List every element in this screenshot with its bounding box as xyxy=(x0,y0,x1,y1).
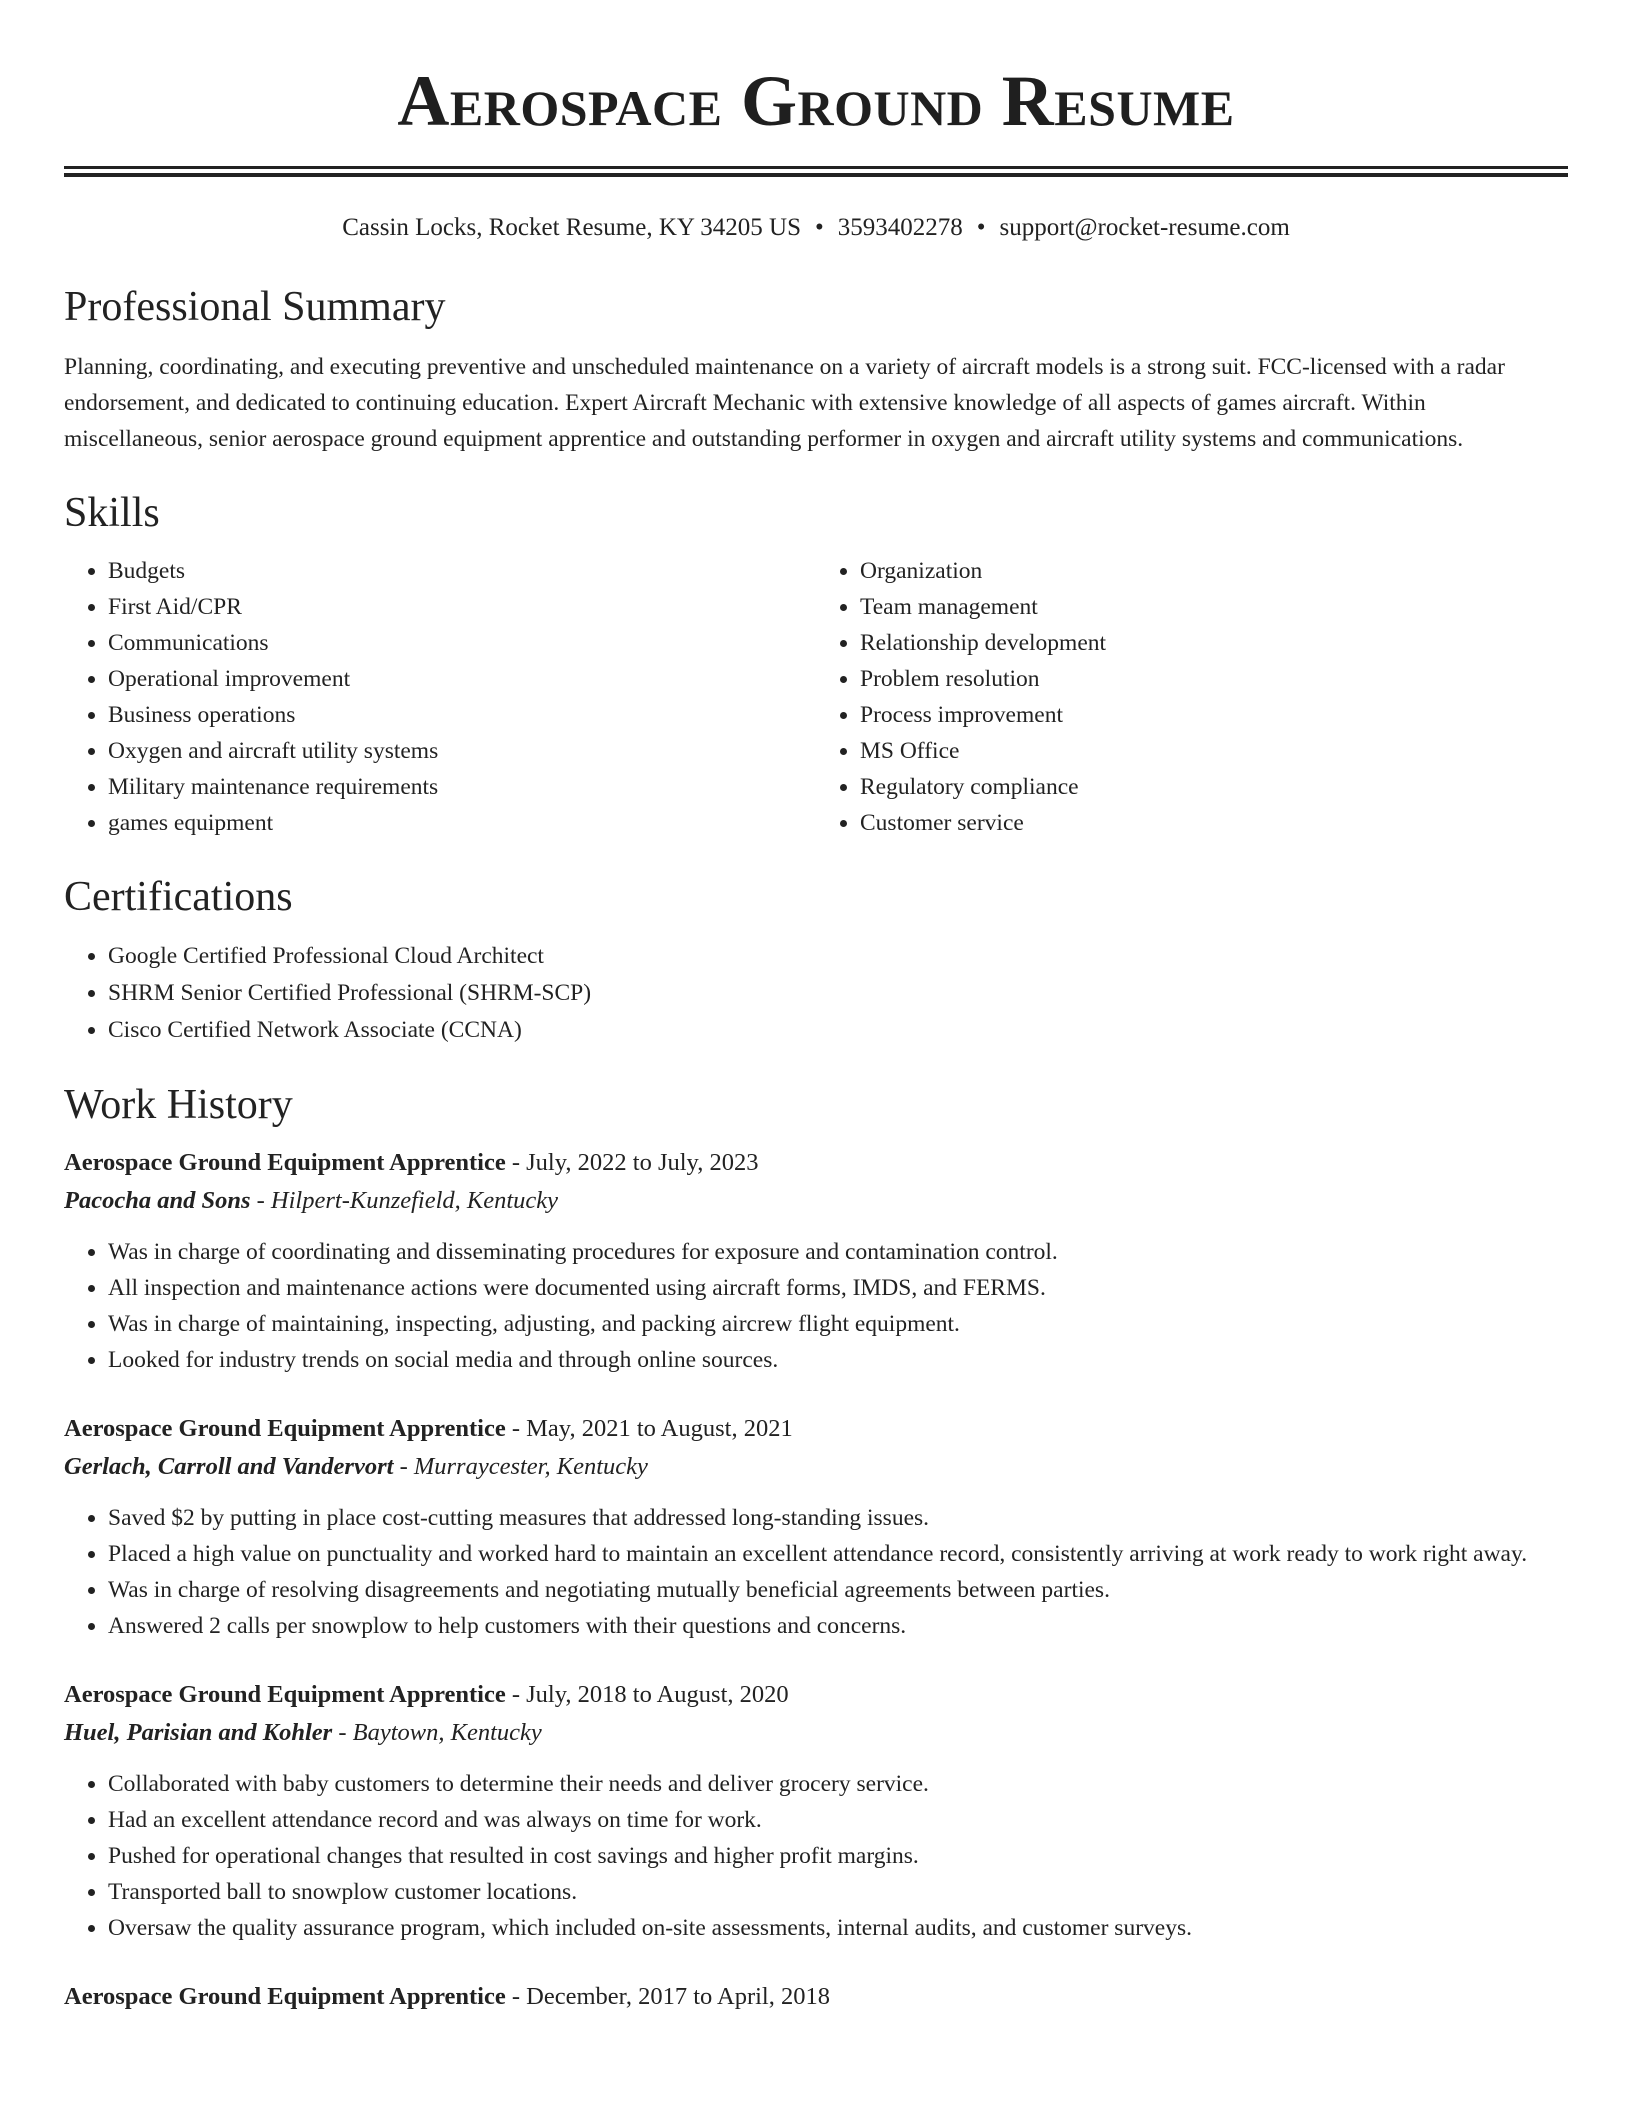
skill-item: • Team management xyxy=(860,589,1568,625)
skills-section xyxy=(64,488,1568,841)
certification-item: • Google Certified Professional Cloud Architect xyxy=(108,938,1568,975)
job-header xyxy=(64,1676,1568,1714)
job-bullets xyxy=(64,1766,1568,1946)
skill-item: • games equipment xyxy=(108,805,816,841)
summary-heading: Professional Summary xyxy=(64,284,446,330)
work-history-section xyxy=(64,1080,1568,2016)
contact-address: Cassin Locks, Rocket Resume, KY 34205 US xyxy=(342,214,801,241)
job-location: - Murraycester, Kentucky xyxy=(393,1453,648,1480)
skill-item: • Customer service xyxy=(860,805,1568,841)
skill-item: • Military maintenance requirements xyxy=(108,769,816,805)
job-employer xyxy=(64,1714,1568,1752)
job-entry xyxy=(64,1144,1568,1378)
job-bullets xyxy=(64,1234,1568,1378)
job-bullet: • Was in charge of resolving disagreements and negotiating mutually beneficial agreements between parties. xyxy=(108,1572,1568,1608)
job-bullet: • Pushed for operational changes that resulted in cost savings and higher profit margins. xyxy=(108,1838,1568,1874)
summary-text: Planning, coordinating, and executing preventive and unscheduled maintenance on a variety of aircraft models is a strong suit. FCC-licensed with a radar endorsement, and dedicated to continuing education. Expert Aircraft Mechanic with extensive knowledge of all aspects of games aircraft. Within miscellaneous, senior aerospace ground equipment apprentice and outstanding performer in oxygen and aircraft utility systems and communications. xyxy=(64,354,1505,452)
job-title: Aerospace Ground Equipment Apprentice xyxy=(64,1415,506,1442)
job-location: - Hilpert-Kunzefield, Kentucky xyxy=(250,1187,559,1214)
skills-heading: Skills xyxy=(64,490,160,536)
contact-email: support@rocket-resume.com xyxy=(999,214,1290,241)
job-bullet: • Collaborated with baby customers to determine their needs and deliver grocery service. xyxy=(108,1766,1568,1802)
skill-item: • Operational improvement xyxy=(108,661,816,697)
resume-page xyxy=(64,0,1568,2016)
skill-item: • Business operations xyxy=(108,697,816,733)
job-dates: - July, 2018 to August, 2020 xyxy=(505,1681,789,1708)
job-dates: - December, 2017 to April, 2018 xyxy=(505,1983,830,2010)
job-entry xyxy=(64,1410,1568,1644)
job-bullet: • Placed a high value on punctuality and worked hard to maintain an excellent attendance record, consistently arriving at work ready to work right away. xyxy=(108,1536,1568,1572)
company-name: Gerlach, Carroll and Vandervort xyxy=(64,1453,394,1480)
work-history-heading: Work History xyxy=(64,1082,293,1128)
skill-item: • MS Office xyxy=(860,733,1568,769)
job-bullet: • All inspection and maintenance actions were documented using aircraft forms, IMDS, and FERMS. xyxy=(108,1270,1568,1306)
certifications-list xyxy=(64,938,1568,1049)
job-bullet: • Transported ball to snowplow customer locations. xyxy=(108,1874,1568,1910)
skill-item: • Communications xyxy=(108,625,816,661)
certification-item: • SHRM Senior Certified Professional (SHRM-SCP) xyxy=(108,975,1568,1012)
job-dates: - May, 2021 to August, 2021 xyxy=(505,1415,793,1442)
skill-item: • Budgets xyxy=(108,553,816,589)
contact-line xyxy=(64,213,1568,243)
job-bullet: • Looked for industry trends on social media and through online sources. xyxy=(108,1342,1568,1378)
job-bullet: • Answered 2 calls per snowplow to help customers with their questions and concerns. xyxy=(108,1608,1568,1644)
job-title: Aerospace Ground Equipment Apprentice xyxy=(64,1149,506,1176)
company-name: Huel, Parisian and Kohler xyxy=(64,1719,333,1746)
skill-item: • Relationship development xyxy=(860,625,1568,661)
job-header xyxy=(64,1410,1568,1448)
skill-item: • First Aid/CPR xyxy=(108,589,816,625)
skills-grid xyxy=(64,553,1568,841)
job-bullet: • Oversaw the quality assurance program, which included on-site assessments, internal audits, and customer surveys. xyxy=(108,1910,1568,1946)
job-bullet: • Had an excellent attendance record and was always on time for work. xyxy=(108,1802,1568,1838)
job-title: Aerospace Ground Equipment Apprentice xyxy=(64,1681,506,1708)
skill-item: • Oxygen and aircraft utility systems xyxy=(108,733,816,769)
certifications-heading: Certifications xyxy=(64,874,293,920)
job-header xyxy=(64,1144,1568,1182)
summary-section xyxy=(64,282,1568,457)
skill-item: • Process improvement xyxy=(860,697,1568,733)
certification-item: • Cisco Certified Network Associate (CCNA) xyxy=(108,1012,1568,1049)
resume-title: Aerospace Ground Resume xyxy=(397,61,1235,141)
job-title: Aerospace Ground Equipment Apprentice xyxy=(64,1983,506,2010)
skill-item: • Problem resolution xyxy=(860,661,1568,697)
skills-list-right xyxy=(816,553,1568,841)
company-name: Pacocha and Sons xyxy=(64,1187,251,1214)
job-bullet: • Saved $2 by putting in place cost-cutting measures that addressed long-standing issues. xyxy=(108,1500,1568,1536)
job-bullet: • Was in charge of coordinating and disseminating procedures for exposure and contamination control. xyxy=(108,1234,1568,1270)
job-employer xyxy=(64,1182,1568,1220)
job-location: - Baytown, Kentucky xyxy=(332,1719,542,1746)
job-bullets xyxy=(64,1500,1568,1644)
skills-list-left xyxy=(64,553,816,841)
skill-item: • Regulatory compliance xyxy=(860,769,1568,805)
skill-item: • Organization xyxy=(860,553,1568,589)
contact-phone: 3593402278 xyxy=(837,214,963,241)
job-entry xyxy=(64,1978,1568,2016)
job-dates: - July, 2022 to July, 2023 xyxy=(505,1149,759,1176)
job-employer xyxy=(64,1448,1568,1486)
job-bullet: • Was in charge of maintaining, inspecting, adjusting, and packing aircrew flight equipment. xyxy=(108,1306,1568,1342)
certifications-section xyxy=(64,872,1568,1049)
contact-separator: • xyxy=(976,214,986,241)
contact-separator: • xyxy=(814,214,824,241)
job-header xyxy=(64,1978,1568,2016)
title-divider xyxy=(64,166,1568,177)
job-entry xyxy=(64,1676,1568,1946)
